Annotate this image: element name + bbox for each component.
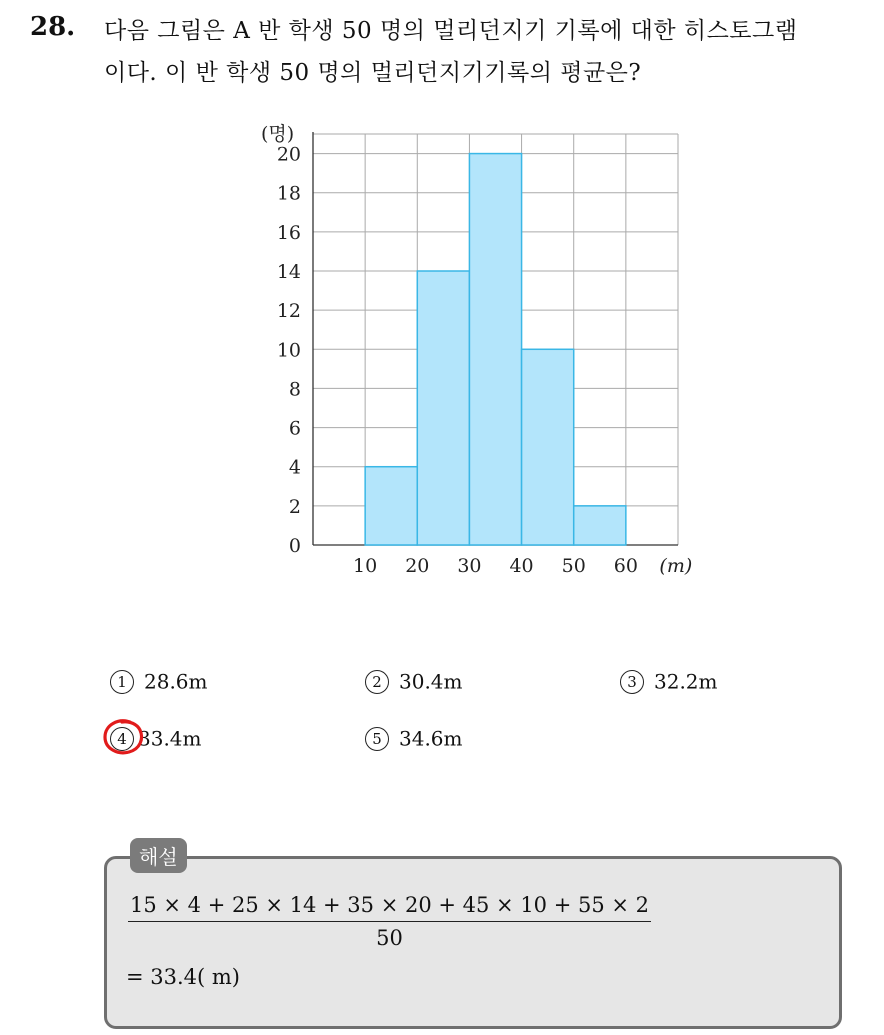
y-tick-label: 2 xyxy=(288,495,301,518)
question-text-line2: 이다. 이 반 학생 50 명의 멀리던지기기록의 평균은? xyxy=(104,60,642,86)
x-tick-label: 30 xyxy=(457,555,482,577)
solution-fraction xyxy=(128,893,651,950)
fraction-numerator: 15 × 4 + 25 × 14 + 35 × 20 + 45 × 10 + 55 × 2 xyxy=(130,893,650,917)
y-tick-label: 10 xyxy=(276,339,301,362)
y-tick-label: 14 xyxy=(276,261,301,283)
question-text-line1: 다음 그림은 A 반 학생 50 명의 멀리던지기 기록에 대한 히스토그램 xyxy=(104,18,798,44)
answer-circle-mark xyxy=(100,716,148,758)
histogram-chart xyxy=(250,115,720,590)
y-tick-label: 12 xyxy=(276,300,301,323)
y-tick-label: 16 xyxy=(276,221,301,244)
choice-mark: 3 xyxy=(620,670,644,694)
histogram-bar xyxy=(522,349,574,545)
y-tick-label: 20 xyxy=(276,143,301,166)
histogram-bar xyxy=(469,154,521,545)
x-axis-label: (m) xyxy=(659,555,693,577)
question-number: 28. xyxy=(30,12,76,42)
choice-text: 32.2m xyxy=(654,669,718,694)
y-tick-labels xyxy=(277,144,301,557)
solution-tag: 해설 xyxy=(130,838,187,873)
x-tick-label: 50 xyxy=(561,555,586,577)
histogram-bar xyxy=(417,271,469,545)
choice-mark: 2 xyxy=(365,670,389,694)
x-tick-label: 40 xyxy=(509,555,534,577)
fraction-denominator: 50 xyxy=(376,926,403,950)
choice-2[interactable] xyxy=(365,668,463,694)
choice-text: 30.4m xyxy=(399,669,463,694)
choice-mark: 1 xyxy=(110,670,134,694)
x-tick-label: 60 xyxy=(613,555,638,577)
x-tick-label: 20 xyxy=(405,555,430,577)
choice-text: 33.4m xyxy=(138,726,202,751)
solution-result: = 33.4( m) xyxy=(126,965,241,989)
choice-mark: 4 xyxy=(110,727,134,751)
y-tick-label: 0 xyxy=(288,535,301,557)
x-tick-label: 10 xyxy=(353,555,378,577)
choice-1[interactable] xyxy=(110,668,208,694)
x-tick-labels xyxy=(353,555,638,577)
histogram-bar xyxy=(365,467,417,545)
y-tick-label: 6 xyxy=(288,417,301,440)
choice-text: 34.6m xyxy=(399,726,463,751)
y-tick-label: 8 xyxy=(288,378,301,401)
y-tick-label: 18 xyxy=(276,182,301,205)
choice-3[interactable] xyxy=(620,668,718,694)
y-axis-label: (명) xyxy=(261,123,295,145)
choice-5[interactable] xyxy=(365,725,463,751)
histogram-bar xyxy=(574,506,626,545)
y-tick-label: 4 xyxy=(288,456,301,479)
choice-mark: 5 xyxy=(365,727,389,751)
choice-text: 28.6m xyxy=(144,669,208,694)
